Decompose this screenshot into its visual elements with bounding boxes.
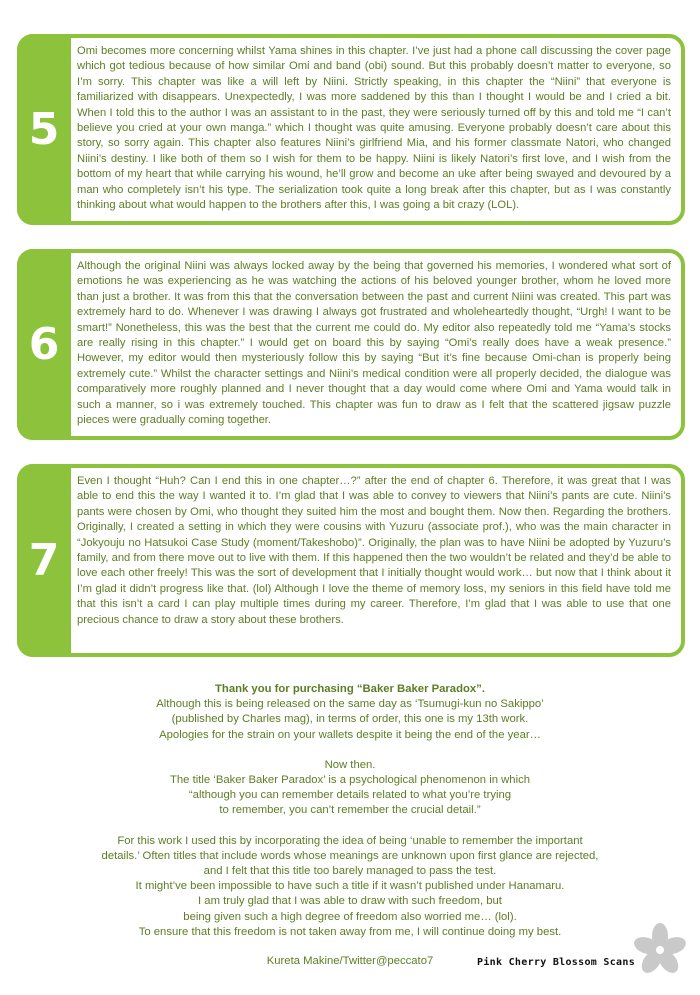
chapter-5-text: Omi becomes more concerning whilst Yama shines in this chapter. I’ve just had a phone call discussing the cover page which got tedious because of how similar Omi and band (obi) sound. But this probably doesn’t matter to everyone, so I’m sorry. This chapter was like a will left by Niini. Strictly speaking, in this chapter the “Niini” that everyone is familiarized with disappears. Unexpectedly, I was more saddened by this than I thought I would be and I cried a bit. When I told this to the author I was an assistant to in the past, they were seriously turned off by this and told me “I can’t believe you cried at your own manga.” which I thought was quite amusing. Everyone probably doesn’t care about this story, so sorry again. This chapter also features Niini’s girlfriend Mia, and his former classmate Natori, who changed Niini’s destiny. I like both of them so I wish for them to be happy. Niini is likely Natori’s first love, and I wish from the bottom of my heart that while carrying his wound, he’ll grow and become an uke after being swayed and devoured by a man who completely isn’t his type. The serialization took quite a long break after this chapter, but as I was constantly thinking about what would happen to the brothers after this, I was going a bit crazy (LOL). [77, 45, 671, 212]
afterword-line: The title ‘Baker Baker Paradox’ is a psychological phenomenon in which [169, 774, 531, 787]
afterword-line: It might’ve been impossible to have such a title if it wasn’t published under Hanamaru. [135, 880, 565, 893]
afterword-line: (published by Charles mag), in terms of order, this one is my 13th work. [171, 713, 529, 726]
afterword-line: “although you can remember details related to what you’re trying [188, 789, 512, 802]
chapter-6-tab [17, 249, 71, 440]
afterword-line: details.’ Often titles that include words whose meanings are unknown upon first glance are rejected, [101, 849, 599, 862]
afterword-line: I am truly glad that I was able to draw with such freedom, but [198, 895, 502, 908]
afterword-line: For this work I used this by incorporating the idea of being ‘unable to remember the important [117, 834, 583, 847]
afterword [0, 682, 700, 969]
afterword-line: to remember, you can’t remember the crucial detail.” [219, 804, 481, 817]
chapter-6-number: 6 [28, 319, 60, 370]
chapter-7-tab [17, 464, 71, 657]
author-signature: Kureta Makine/Twitter@peccato7 [266, 955, 434, 968]
afterword-line: Although this is being released on the same day as ‘Tsumugi-kun no Sakippo’ [156, 698, 544, 711]
afterword-line: To ensure that this freedom is not taken away from me, I will continue doing my best. [138, 925, 562, 938]
chapter-6-box [17, 249, 685, 440]
cherry-blossom-icon [630, 920, 690, 980]
chapter-7-box [17, 464, 685, 657]
afterword-line: and I felt that this title too barely managed to pass the test. [203, 865, 497, 878]
chapter-5-number: 5 [28, 104, 60, 155]
afterword-line: being given such a high degree of freedom also worried me… (lol). [183, 910, 517, 923]
afterword-line: Now then. [324, 758, 376, 771]
chapter-5-box [17, 34, 685, 225]
scanlation-credit: Pink Cherry Blossom Scans [477, 957, 636, 968]
chapter-6-text: Although the original Niini was always locked away by the being that governed his memories, I wondered what sort of emotions he was experiencing as he was watching the actions of his beloved younger brother, whom he loved more than just a brother. It was from this that the conversation between the past and current Niini was created. This part was extremely hard to do. Whenever I was drawing I always got frustrated and wholeheartedly thought, “Urgh! I want to be smart!” Nonetheless, this was the best that the current me could do. My editor also repeatedly told me “Yama’s stocks are really rising in this chapter.” I would get on board this by saying “Omi’s really does have a weak presence.” However, my editor would then mysteriously follow this by saying “But it’s fine because Omi-chan is properly being extremely cute.” Whilst the character settings and Niini’s medical condition were all properly decided, the dialogue was comparatively more roughly planned and I never thought that a day would come where Omi and Yama would talk in such a manner, so i was extremely touched. This chapter was fun to draw as I felt that the scattered jigsaw puzzle pieces were gradually coming together. [77, 260, 671, 427]
chapter-7-number: 7 [28, 535, 60, 586]
afterword-line: Apologies for the strain on your wallets despite it being the end of the year… [159, 728, 541, 741]
chapter-5-tab [17, 34, 71, 225]
afterword-thanks: Thank you for purchasing “Baker Baker Paradox”. [215, 683, 485, 695]
chapter-7-text: Even I thought “Huh? Can I end this in one chapter…?” after the end of chapter 6. Therefore, it was great that I was able to end this the way I wanted it to. I’m glad that I was able to convey to viewers that Niini’s pants are cute. Niini’s pants were chosen by Omi, who thought they suited him the most and bought them. Now then. Regarding the brothers. Originally, I created a setting in which they were cousins with Yuzuru (associate prof.), who was the main character in “Jokyouju no Hatsukoi Case Study (moment/Takeshobo)”. Originally, the plan was to have Niini be adopted by Yuzuru’s family, and from there move out to live with them. If this happened then the two wouldn’t be related and they’d be able to love each other freely! This was the sort of development that I initially thought would work… but now that I think about it I’m glad it didn’t progress like that. (lol) Although I love the theme of memory loss, my seniors in this field have told me that this isn’t a card I can play multiple times during my career. Therefore, I’m glad that I was able to use that one precious chance to draw a story about these brothers. [77, 475, 671, 626]
